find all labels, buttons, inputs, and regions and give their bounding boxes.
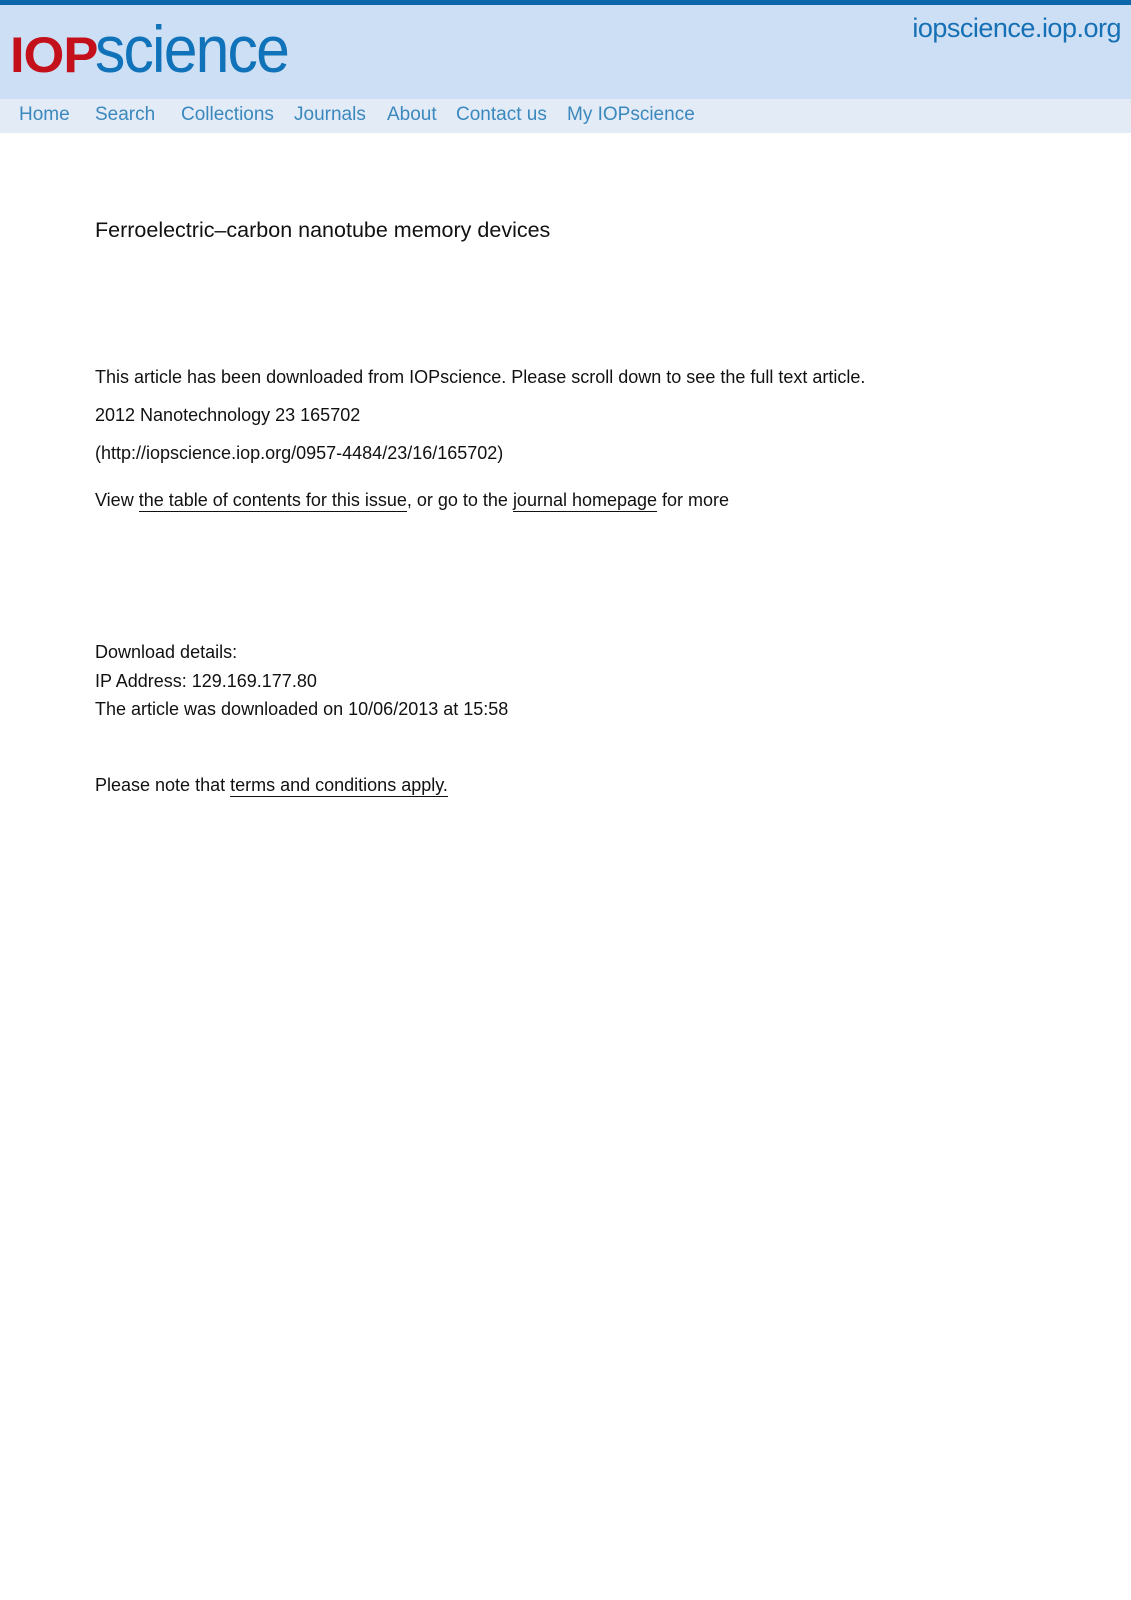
nav-home[interactable]: Home — [19, 104, 70, 125]
journal-homepage-link[interactable]: journal homepage — [512, 490, 658, 510]
main-navigation — [0, 99, 1131, 133]
logo-iop-text: IOP — [10, 27, 98, 83]
download-timestamp: The article was downloaded on 10/06/2013 at 15:58 — [95, 699, 509, 719]
article-title: Ferroelectric–carbon nanotube memory devices — [95, 218, 551, 242]
terms-and-conditions-link[interactable]: terms and conditions apply. — [230, 775, 448, 795]
article-citation: 2012 Nanotechnology 23 165702 — [95, 405, 361, 425]
nav-search[interactable]: Search — [95, 104, 156, 125]
site-url-link[interactable]: iopscience.iop.org — [912, 13, 1121, 43]
terms-prefix-text: Please note that — [95, 775, 231, 795]
nav-about[interactable]: About — [387, 104, 437, 125]
nav-contact-us[interactable]: Contact us — [456, 104, 547, 125]
view-suffix-text: for more — [657, 490, 730, 510]
article-url: (http://iopscience.iop.org/0957-4484/23/16/165702) — [95, 443, 504, 463]
iopscience-logo[interactable] — [10, 11, 305, 86]
view-more-line — [95, 490, 729, 511]
download-notice: This article has been downloaded from IOPscience. Please scroll down to see the full text article. — [95, 367, 866, 387]
view-middle-text: , or go to the — [406, 490, 513, 510]
terms-notice — [95, 775, 448, 796]
ip-address: IP Address: 129.169.177.80 — [95, 671, 317, 691]
download-details-heading: Download details: — [95, 642, 238, 662]
nav-collections[interactable]: Collections — [181, 104, 274, 125]
nav-journals[interactable]: Journals — [294, 104, 366, 125]
logo-science-text: science — [95, 12, 289, 86]
view-prefix-text: View — [95, 490, 139, 510]
table-of-contents-link[interactable]: the table of contents for this issue — [138, 490, 407, 510]
nav-my-iopscience[interactable]: My IOPscience — [567, 104, 695, 125]
site-header — [0, 5, 1131, 99]
